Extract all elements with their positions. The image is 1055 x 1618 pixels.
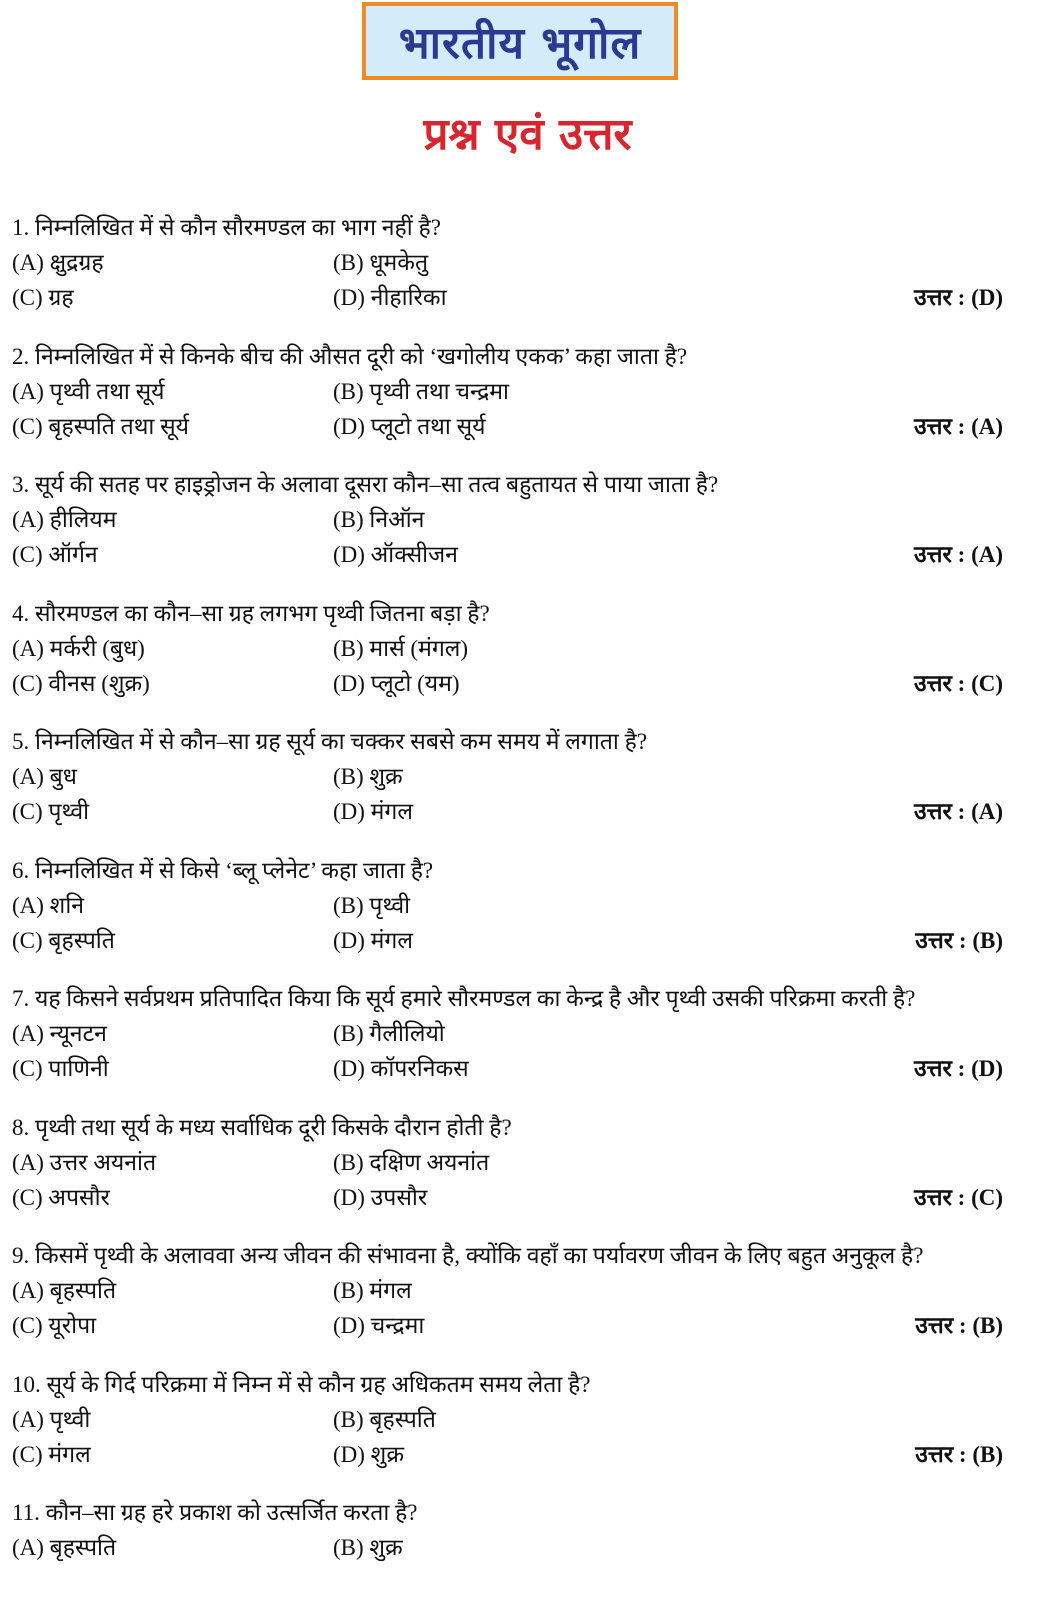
option: (B) पृथ्वी bbox=[333, 892, 411, 918]
option: (A) शनि bbox=[12, 892, 85, 918]
option: (C) ऑर्गन bbox=[12, 542, 98, 567]
option: (D) नीहारिका bbox=[333, 285, 447, 310]
option: (B) मार्स (मंगल) bbox=[333, 635, 469, 661]
answer-value: (C) bbox=[971, 1184, 1003, 1210]
option: (B) गैलीलियो bbox=[333, 1021, 445, 1046]
option: (D) प्लूटो तथा सूर्य bbox=[333, 413, 486, 439]
option: (C) बृहस्पति तथा सूर्य bbox=[12, 413, 189, 439]
answer-label: उत्तर : bbox=[913, 1184, 966, 1210]
question-text: 6. निम्नलिखित में से किसे ‘ब्लू प्लेनेट’ कहा जाता है? bbox=[12, 857, 434, 883]
option: (B) धूमकेतु bbox=[333, 250, 429, 275]
option: (D) ऑक्सीजन bbox=[333, 542, 458, 567]
option: (B) निऑन bbox=[333, 507, 425, 532]
answer bbox=[915, 1440, 1003, 1470]
option: (A) क्षुद्रग्रह bbox=[12, 250, 104, 275]
option: (A) बृहस्पति bbox=[12, 1278, 117, 1303]
answer-value: (A) bbox=[971, 413, 1003, 439]
question-text: 4. सौरमण्डल का कौन–सा ग्रह लगभग पृथ्वी जितना बड़ा है? bbox=[12, 600, 490, 626]
answer bbox=[914, 1054, 1003, 1084]
option: (B) मंगल bbox=[333, 1278, 412, 1303]
option: (D) मंगल bbox=[333, 927, 413, 953]
question-text: 3. सूर्य की सतह पर हाइड्रोजन के अलावा दूसरा कौन–सा तत्व बहुतायत से पाया जाता है? bbox=[12, 472, 719, 497]
question-text: 1. निम्नलिखित में से कौन सौरमण्डल का भाग नहीं है? bbox=[12, 215, 441, 240]
question-block bbox=[0, 470, 1055, 590]
question-block bbox=[0, 1113, 1055, 1233]
question-text: 10. सूर्य के गिर्द परिक्रमा में निम्न में से कौन ग्रह अधिकतम समय लेता है? bbox=[12, 1371, 591, 1397]
option: (C) ग्रह bbox=[12, 285, 74, 310]
option: (B) दक्षिण अयनांत bbox=[333, 1149, 490, 1175]
answer bbox=[914, 283, 1003, 313]
answer-value: (A) bbox=[971, 799, 1003, 824]
answer bbox=[914, 540, 1003, 570]
option: (B) बृहस्पति bbox=[333, 1406, 436, 1432]
option: (C) पृथ्वी bbox=[12, 799, 90, 824]
answer-value: (D) bbox=[971, 285, 1003, 310]
question-text: 2. निम्नलिखित में से किनके बीच की औसत दूरी को ‘खगोलीय एकक’ कहा जाता है? bbox=[12, 343, 688, 369]
option: (C) अपसौर bbox=[12, 1184, 110, 1210]
option: (D) चन्द्रमा bbox=[333, 1313, 425, 1338]
answer bbox=[915, 926, 1003, 956]
question-text: 8. पृथ्वी तथा सूर्य के मध्य सर्वाधिक दूरी किसके दौरान होती है? bbox=[12, 1114, 512, 1140]
question-block bbox=[0, 1241, 1055, 1361]
page-title: भारतीय भूगोल bbox=[398, 18, 642, 69]
option: (C) वीनस (शुक्र) bbox=[12, 670, 150, 696]
question-text: 9. किसमें पृथ्वी के अलाववा अन्य जीवन की संभावना है, क्योंकि वहाँ का पर्यावरण जीवन के लिए बहुत अनुकूल है? bbox=[12, 1243, 924, 1268]
answer-label: उत्तर : bbox=[913, 542, 966, 567]
option: (A) हीलियम bbox=[12, 507, 117, 532]
answer-value: (B) bbox=[972, 1313, 1003, 1338]
question-block bbox=[0, 599, 1055, 719]
option: (A) पृथ्वी bbox=[12, 1406, 91, 1432]
answer-label: उत्तर : bbox=[913, 1056, 966, 1081]
option: (A) मर्करी (बुध) bbox=[12, 635, 145, 661]
option: (A) पृथ्वी तथा सूर्य bbox=[12, 378, 165, 404]
answer bbox=[915, 1311, 1003, 1341]
question-text: 7. यह किसने सर्वप्रथम प्रतिपादित किया कि सूर्य हमारे सौरमण्डल का केन्द्र है और पृथ्वी उसकी परिक्रमा करती है? bbox=[12, 986, 916, 1011]
question-block bbox=[0, 1370, 1055, 1490]
title-box bbox=[362, 2, 678, 80]
question-block bbox=[0, 727, 1055, 847]
option: (A) बुध bbox=[12, 764, 77, 789]
answer bbox=[914, 1183, 1003, 1213]
option: (C) मंगल bbox=[12, 1441, 91, 1467]
answer-value: (D) bbox=[971, 1056, 1003, 1081]
option: (C) पाणिनी bbox=[12, 1056, 109, 1081]
answer-value: (B) bbox=[972, 1441, 1003, 1467]
option: (D) मंगल bbox=[333, 799, 413, 824]
option: (A) न्यूनटन bbox=[12, 1021, 107, 1046]
option: (A) उत्तर अयनांत bbox=[12, 1149, 157, 1175]
option: (B) शुक्र bbox=[333, 764, 403, 789]
question-block bbox=[0, 984, 1055, 1104]
answer bbox=[914, 797, 1003, 827]
question-text: 5. निम्नलिखित में से कौन–सा ग्रह सूर्य का चक्कर सबसे कम समय में लगाता है? bbox=[12, 729, 648, 754]
option: (D) कॉपरनिकस bbox=[333, 1056, 469, 1081]
answer-label: उत्तर : bbox=[913, 413, 966, 439]
option: (C) बृहस्पति bbox=[12, 927, 115, 953]
answer-label: उत्तर : bbox=[913, 799, 966, 824]
page-subtitle: प्रश्न एवं उत्तर bbox=[423, 109, 632, 160]
question-text: 11. कौन–सा ग्रह हरे प्रकाश को उत्सर्जित करता है? bbox=[12, 1500, 418, 1525]
question-block bbox=[0, 856, 1055, 976]
answer-value: (B) bbox=[972, 927, 1003, 953]
answer-label: उत्तर : bbox=[915, 1313, 967, 1338]
answer-value: (A) bbox=[971, 542, 1003, 567]
answer-value: (C) bbox=[971, 670, 1003, 696]
answer bbox=[914, 669, 1003, 699]
question-block bbox=[0, 213, 1055, 333]
option: (D) शुक्र bbox=[333, 1441, 404, 1467]
option: (A) बृहस्पति bbox=[12, 1535, 117, 1560]
question-block bbox=[0, 342, 1055, 462]
answer bbox=[914, 412, 1003, 442]
answer-label: उत्तर : bbox=[913, 285, 966, 310]
answer-label: उत्तर : bbox=[915, 1441, 967, 1467]
option: (C) यूरोपा bbox=[12, 1313, 97, 1338]
option: (D) उपसौर bbox=[333, 1184, 428, 1210]
question-block bbox=[0, 1498, 1055, 1618]
option: (B) शुक्र bbox=[333, 1535, 403, 1560]
answer-label: उत्तर : bbox=[915, 927, 967, 953]
option: (B) पृथ्वी तथा चन्द्रमा bbox=[333, 378, 509, 404]
option: (D) प्लूटो (यम) bbox=[333, 670, 460, 696]
answer-label: उत्तर : bbox=[913, 670, 966, 696]
